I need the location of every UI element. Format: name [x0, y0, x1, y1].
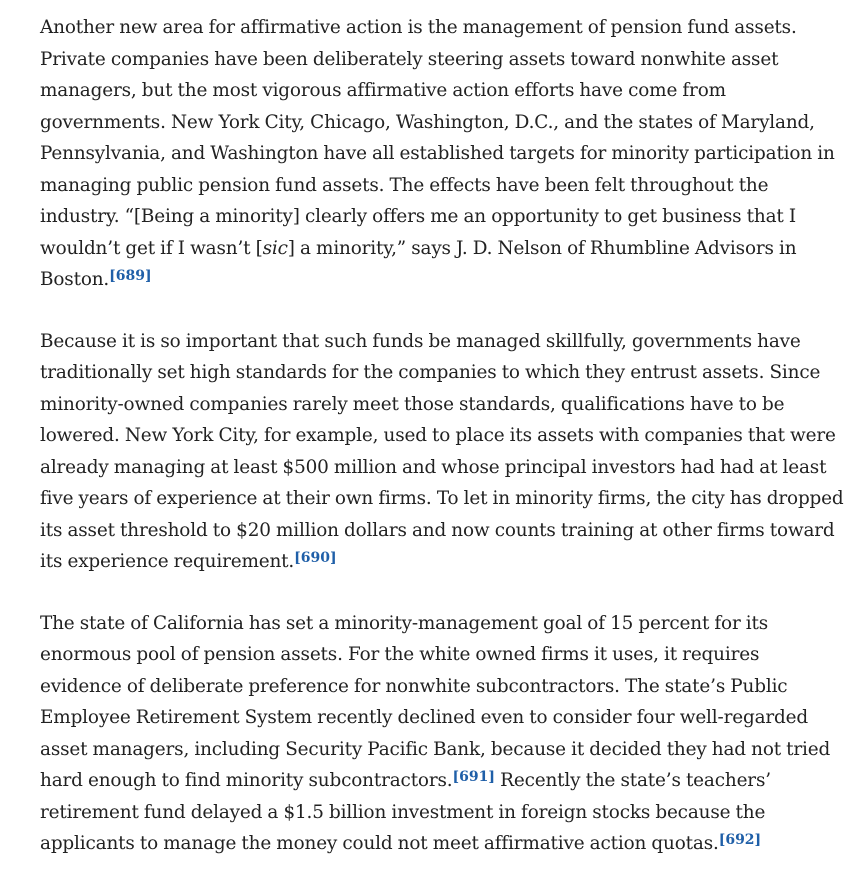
document-body: [40, 12, 846, 860]
footnote-link-689[interactable]: [689]: [109, 268, 152, 284]
paragraph-pension-fund-assets: [40, 12, 846, 296]
sic-italic: sic: [262, 237, 288, 259]
paragraph-text: Because it is so important that such funds be managed skillfully, governments have traditionally set high standards for the companies to which they entrust assets. Since minority-owned companies rarely meet those standards, qualifications have to be lowered. New York City, for example, used to place its assets with companies that were already managing at least $500 million and whose principal investors had had at least five years of experience at their own firms. To let in minority firms, the city has dropped its asset threshold to $20 million dollars and now counts training at other firms toward its experience requirement.: [40, 330, 844, 572]
paragraph-text: Another new area for affirmative action is the management of pension fund assets. Private companies have been deliberately steering assets toward nonwhite asset managers, but the most vigorous affirmative action efforts have come from governments. New York City, Chicago, Washington, D.C., and the states of Maryland, Pennsylvania, and Washington have all established targets for minority participation in managing public pension fund assets. The effects have been felt throughout the industry. “[Being a minority] clearly offers me an opportunity to get business that I wouldn’t get if I wasn’t [: [40, 17, 835, 259]
footnote-link-692[interactable]: [692]: [718, 832, 762, 848]
paragraph-text: ] a minority,” says J. D. Nelson of Rhumbline Advisors in Boston.: [40, 237, 797, 290]
paragraph-california-goal: [40, 608, 846, 860]
footnote-link-691[interactable]: [691]: [452, 769, 495, 785]
paragraph-qualifications-lowered: [40, 326, 846, 578]
paragraph-text: Recently the state’s teachers’ retirement fund delayed a $1.5 billion investment in foreign stocks because the applicants to manage the money could not meet affirmative action quotas.: [40, 770, 771, 854]
paragraph-text: The state of California has set a minority-management goal of 15 percent for its enormous pool of pension assets. For the white owned firms it uses, it requires evidence of deliberate preference for nonwhite subcontractors. The state’s Public Employee Retirement System recently declined even to consider four well-regarded asset managers, including Security Pacific Bank, because it decided they had not tried hard enough to find minority subcontractors.: [40, 612, 831, 791]
footnote-link-690[interactable]: [690]: [294, 550, 337, 566]
